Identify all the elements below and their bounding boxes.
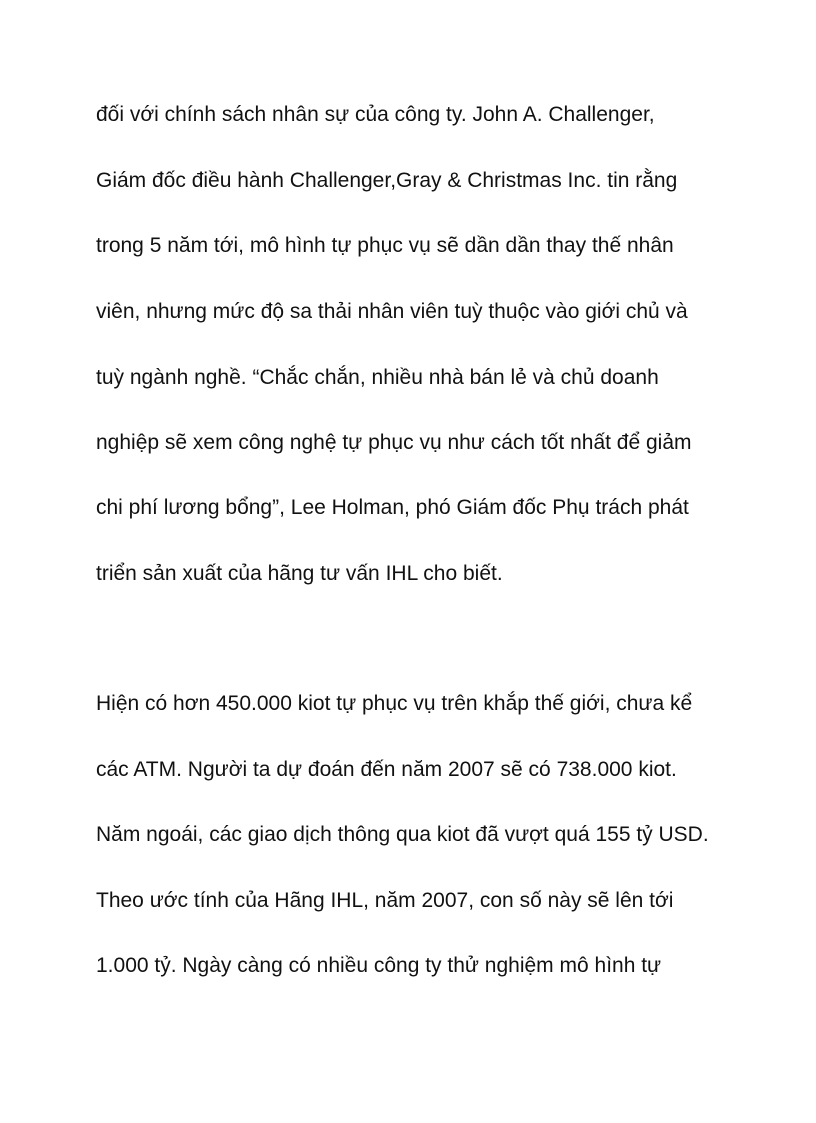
paragraph-1-line-7: chi phí lương bổng”, Lee Holman, phó Giám đốc Phụ trách phát (96, 496, 689, 519)
paragraph-1-line-8: triển sản xuất của hãng tư vấn IHL cho biết. (96, 562, 503, 585)
paragraph-2-line-4: Theo ước tính của Hãng IHL, năm 2007, con số này sẽ lên tới (96, 889, 674, 912)
paragraph-2-line-1: Hiện có hơn 450.000 kiot tự phục vụ trên khắp thế giới, chưa kể (96, 692, 693, 715)
paragraph-2-line-2: các ATM. Người ta dự đoán đến năm 2007 sẽ có 738.000 kiot. (96, 758, 677, 781)
paragraph-1-line-1: đối với chính sách nhân sự của công ty. John A. Challenger, (96, 103, 655, 126)
paragraph-1-line-5: tuỳ ngành nghề. “Chắc chắn, nhiều nhà bán lẻ và chủ doanh (96, 366, 659, 389)
paragraph-1-line-2: Giám đốc điều hành Challenger,Gray & Christmas Inc. tin rằng (96, 169, 678, 192)
paragraph-1-line-4: viên, nhưng mức độ sa thải nhân viên tuỳ thuộc vào giới chủ và (96, 300, 688, 323)
paragraph-2-line-5: 1.000 tỷ. Ngày càng có nhiều công ty thử nghiệm mô hình tự (96, 954, 662, 977)
paragraph-2-line-3: Năm ngoái, các giao dịch thông qua kiot đã vượt quá 155 tỷ USD. (96, 823, 709, 846)
paragraph-1-line-3: trong 5 năm tới, mô hình tự phục vụ sẽ dần dần thay thế nhân (96, 234, 674, 257)
paragraph-1-line-6: nghiệp sẽ xem công nghệ tự phục vụ như cách tốt nhất để giảm (96, 431, 692, 454)
